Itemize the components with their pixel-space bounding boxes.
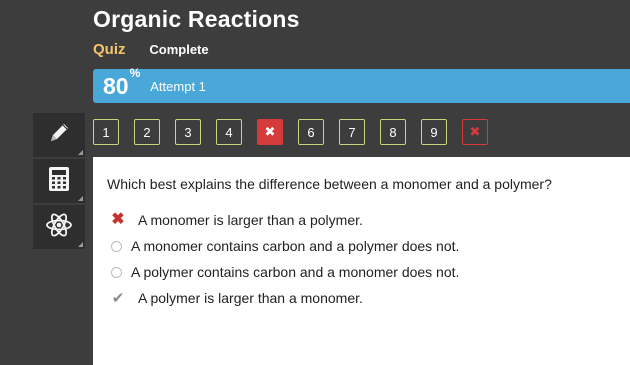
answer-label: A polymer contains carbon and a monomer does not.: [131, 264, 460, 280]
periodic-table-tool-button[interactable]: [33, 205, 85, 251]
answer-option-1[interactable]: [109, 212, 363, 228]
pencil-tool-button[interactable]: [33, 113, 85, 159]
question-text: Which best explains the difference between a monomer and a polymer?: [107, 176, 552, 192]
question-button-5-incorrect[interactable]: ✖: [257, 119, 283, 145]
calculator-icon: [47, 166, 71, 197]
correct-check-icon: ✔: [111, 289, 125, 307]
answer-option-3[interactable]: [109, 264, 459, 280]
question-button-7[interactable]: 7: [339, 119, 365, 145]
question-button-1[interactable]: 1: [93, 119, 119, 145]
calculator-tool-button[interactable]: [33, 159, 85, 205]
answer-label: A monomer is larger than a polymer.: [138, 212, 363, 228]
question-button-10-incorrect[interactable]: ✖: [462, 119, 488, 145]
percent-symbol: %: [129, 65, 141, 80]
question-button-8[interactable]: 8: [380, 119, 406, 145]
attempt-label: Attempt 1: [150, 78, 206, 94]
page-title: Organic Reactions: [93, 6, 300, 32]
question-button-3[interactable]: 3: [175, 119, 201, 145]
incorrect-x-icon: ✖: [111, 211, 125, 228]
tab-quiz[interactable]: Quiz: [93, 41, 126, 58]
sub-navigation: [93, 41, 209, 58]
question-button-9[interactable]: 9: [421, 119, 447, 145]
question-navigator: [93, 119, 503, 145]
question-button-4[interactable]: 4: [216, 119, 242, 145]
radio-button[interactable]: [111, 267, 122, 278]
answer-label: A polymer is larger than a monomer.: [138, 290, 363, 306]
tab-complete[interactable]: Complete: [149, 42, 209, 57]
question-button-6[interactable]: 6: [298, 119, 324, 145]
answer-option-2[interactable]: [109, 238, 459, 254]
atom-icon: [45, 211, 73, 244]
question-button-2[interactable]: 2: [134, 119, 160, 145]
score-value: 80%: [103, 65, 141, 99]
pencil-icon: [46, 120, 72, 151]
question-panel: [93, 157, 630, 365]
score-bar: [93, 65, 630, 103]
radio-button[interactable]: [111, 241, 122, 252]
answer-option-4[interactable]: [109, 290, 363, 306]
tool-palette: [33, 113, 85, 251]
answer-label: A monomer contains carbon and a polymer does not.: [131, 238, 460, 254]
